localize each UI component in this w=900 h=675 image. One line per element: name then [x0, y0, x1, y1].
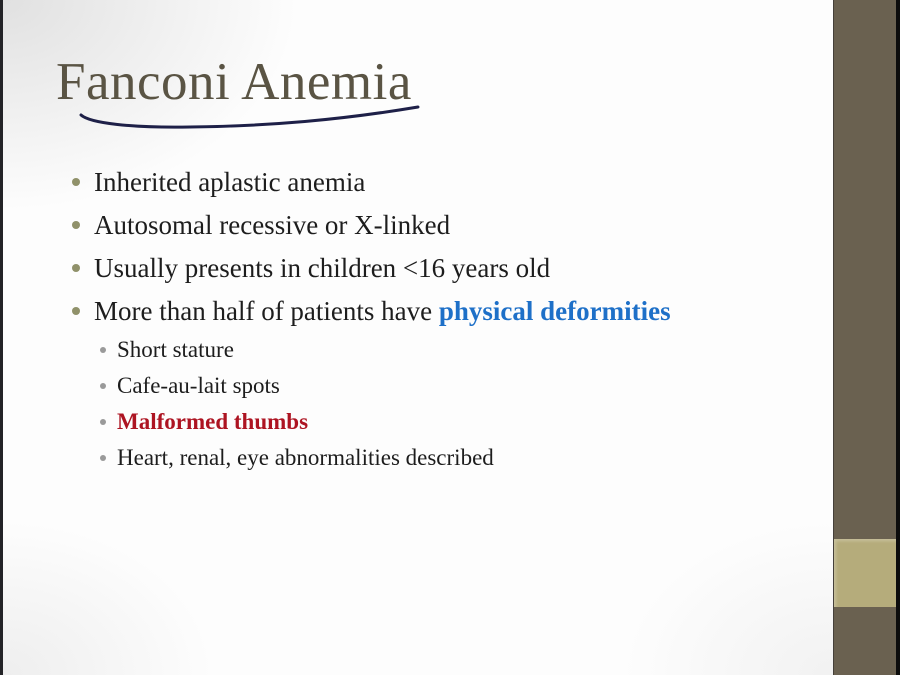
title-underline-annotation: [60, 103, 440, 137]
sub-list-item: [68, 368, 808, 404]
sub-bullet-text: Cafe-au-lait spots: [117, 373, 280, 398]
bullet-icon: [72, 221, 80, 229]
sub-bullet-icon: [100, 419, 106, 425]
bullet-icon: [72, 307, 80, 315]
bullet-text-highlight-blue: physical deformities: [438, 295, 671, 326]
sub-bullet-icon: [100, 347, 106, 353]
bullet-text: Autosomal recessive or X-linked: [94, 209, 451, 240]
sub-bullet-text-highlight-red: Malformed thumbs: [117, 409, 309, 434]
bullet-icon: [72, 264, 80, 272]
bullet-icon: [72, 178, 80, 186]
sidebar-accent-block: [834, 539, 896, 607]
bullet-text: [94, 294, 671, 328]
sub-bullet-text: Short stature: [117, 337, 234, 362]
list-item: [68, 246, 808, 289]
sub-bullet-icon: [100, 455, 106, 461]
left-edge-strip: [0, 0, 3, 675]
bullet-text: Inherited aplastic anemia: [94, 166, 366, 197]
bullet-list: [68, 160, 808, 476]
list-item: [68, 289, 808, 332]
slide-title: Fanconi Anemia: [56, 53, 412, 111]
bullet-text: Usually presents in children <16 years old: [94, 252, 551, 283]
list-item: [68, 160, 808, 203]
sub-list-item: [68, 332, 808, 368]
sub-bullet-text: Heart, renal, eye abnormalities described: [117, 445, 494, 470]
sub-list-item: [68, 404, 808, 440]
sub-list-item: [68, 440, 808, 476]
right-edge-strip: [896, 0, 900, 675]
list-item: [68, 203, 808, 246]
bullet-text-prefix: More than half of patients have: [94, 295, 439, 326]
sub-bullet-icon: [100, 383, 106, 389]
slide-sidebar-decoration: [833, 0, 896, 675]
